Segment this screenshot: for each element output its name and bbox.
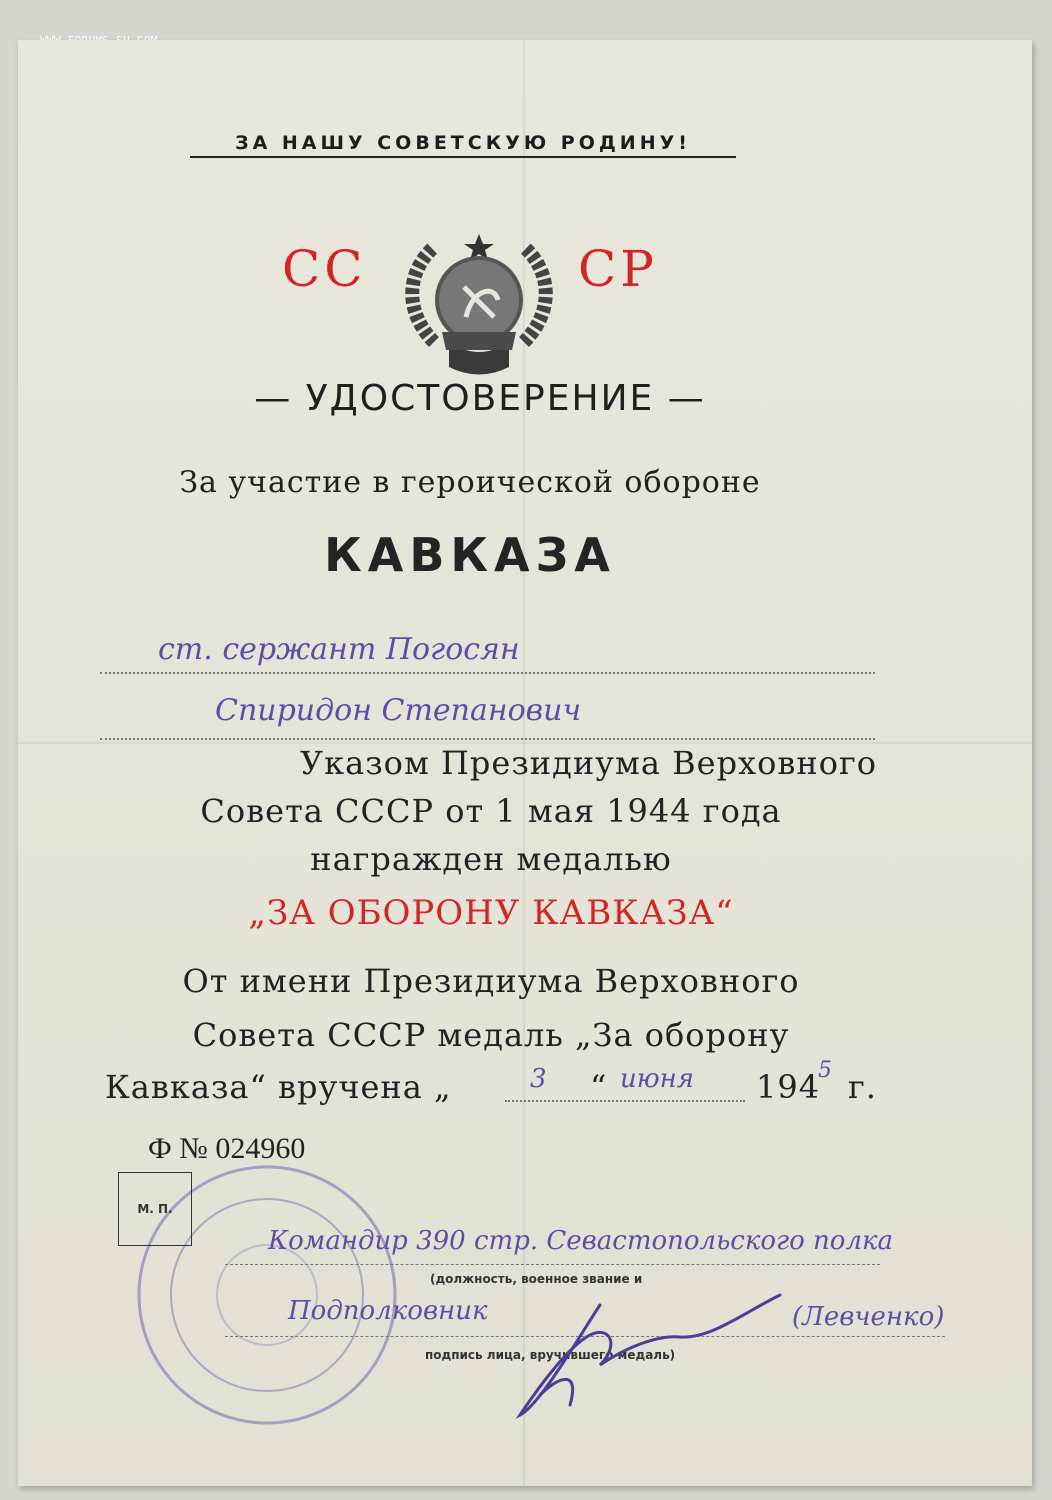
decree-line-1: Указом Президиума Верховного	[300, 744, 877, 782]
presented-day: 3	[530, 1064, 547, 1094]
handwritten-signature-icon	[480, 1275, 820, 1429]
commander-title: Командир 390 стр. Севастопольского полка	[268, 1226, 894, 1256]
recipient-line-1	[100, 672, 875, 674]
recipient-patronymic: Спиридон Степанович	[215, 693, 582, 728]
presented-month: июня	[620, 1064, 694, 1094]
presented-line-2: Совета СССР медаль „За оборону	[192, 1016, 790, 1054]
document-title: — УДОСТОВЕРЕНИЕ —	[254, 378, 706, 419]
recipient-rank-name: ст. сержант Погосян	[158, 632, 520, 667]
caption-position: (должность, военное звание и	[430, 1272, 643, 1286]
decree-line-2: Совета СССР от 1 мая 1944 года	[200, 792, 782, 830]
stamp-place-box: М. П.	[118, 1172, 192, 1246]
presented-year-suffix: г.	[848, 1068, 877, 1106]
recipient-line-2	[100, 738, 875, 740]
presented-year-digit: 5	[818, 1058, 832, 1083]
ussr-left-letters: СС	[282, 240, 367, 298]
subtitle-line: За участие в героической обороне	[179, 465, 761, 500]
presented-line-3-prefix: Кавказа“ вручена „	[105, 1068, 452, 1106]
medal-name: „ЗА ОБОРОНУ КАВКАЗА“	[248, 893, 734, 933]
commander-line	[225, 1264, 880, 1265]
presented-line-1: От имени Президиума Верховного	[182, 962, 800, 1000]
presented-year-prefix: 194	[756, 1068, 821, 1106]
series-number: Ф № 024960	[148, 1132, 306, 1165]
region-heading: КАВКАЗА	[324, 528, 616, 582]
caption-signature: подпись лица, вручившего медаль)	[425, 1348, 676, 1362]
state-emblem-icon	[394, 192, 564, 396]
decree-line-3: награжден медалью	[310, 840, 672, 878]
officer-rank: Подполковник	[288, 1296, 488, 1326]
officer-name: (Левченко)	[792, 1302, 945, 1332]
presented-date-line	[505, 1100, 745, 1102]
presented-quote: “	[590, 1068, 608, 1106]
ussr-right-letters: СР	[578, 240, 658, 298]
motto-heading: ЗА НАШУ СОВЕТСКУЮ РОДИНУ!	[190, 132, 736, 158]
